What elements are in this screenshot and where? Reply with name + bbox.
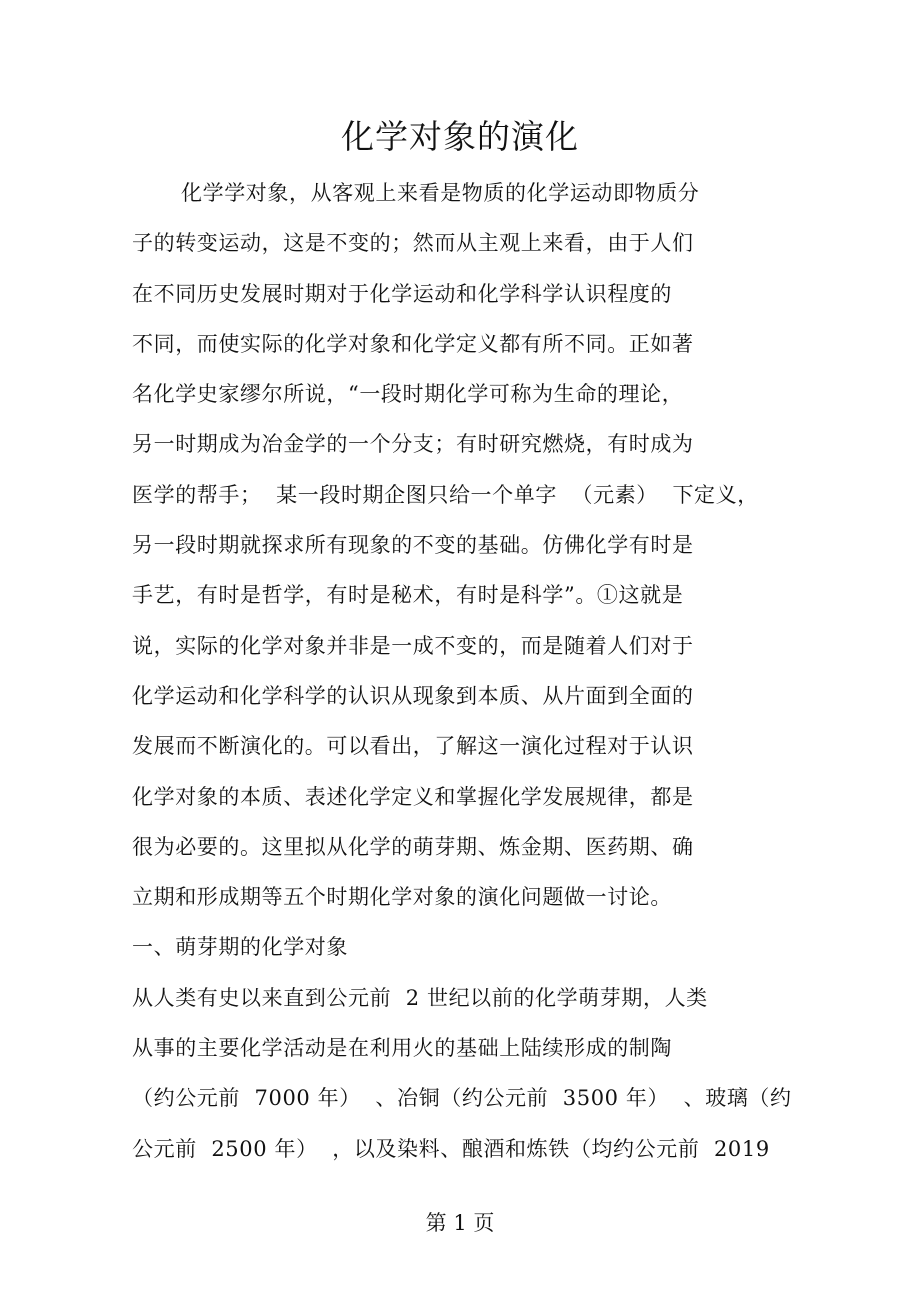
paragraph-line: 另一段时期就探求所有现象的不变的基础。仿佛化学有时是 — [132, 533, 694, 558]
paragraph-line: 手艺，有时是哲学，有时是秘术，有时是科学”。①这就是 — [132, 583, 684, 608]
paragraph-line: 公元前 2500 年） ，以及染料、酿酒和炼铁（均约公元前 2019 — [132, 1136, 770, 1161]
paragraph-line: 另一时期成为冶金学的一个分支；有时研究燃烧，有时成为 — [132, 432, 694, 457]
paragraph-line: 很为必要的。这里拟从化学的萌芽期、炼金期、医药期、确 — [132, 834, 694, 859]
paragraph-line: 子的转变运动，这是不变的；然而从主观上来看，由于人们 — [132, 231, 694, 256]
paragraph-line: （约公元前 7000 年） 、冶铜（约公元前 3500 年） 、玻璃（约 — [132, 1086, 792, 1111]
section-heading: 一、萌芽期的化学对象 — [132, 935, 348, 960]
paragraph-line: 不同，而使实际的化学对象和化学定义都有所不同。正如著 — [132, 331, 694, 356]
paragraph-line: 医学的帮手； 某一段时期企图只给一个单字 （元素） 下定义， — [132, 482, 759, 507]
paragraph-line: 说，实际的化学对象并非是一成不变的，而是随着人们对于 — [132, 633, 694, 658]
paragraph-line: 化学学对象，从客观上来看是物质的化学运动即物质分 — [181, 181, 700, 205]
paragraph-line: 从事的主要化学活动是在利用火的基础上陆续形成的制陶 — [132, 1036, 672, 1061]
paragraph-line: 从人类有史以来直到公元前 2 世纪以前的化学萌芽期，人类 — [132, 985, 708, 1010]
page-number: 第 1 页 — [425, 1211, 495, 1235]
paragraph-line: 发展而不断演化的。可以看出，了解这一演化过程对于认识 — [132, 734, 694, 759]
document-title: 化学对象的演化 — [341, 117, 579, 156]
paragraph-line: 化学对象的本质、表述化学定义和掌握化学发展规律，都是 — [132, 784, 694, 809]
body-text — [132, 168, 792, 1174]
paragraph-line: 立期和形成期等五个时期化学对象的演化问题做一讨论。 — [132, 885, 672, 910]
paragraph-line: 名化学史家缪尔所说，“一段时期化学可称为生命的理论， — [132, 382, 684, 407]
paragraph-line: 在不同历史发展时期对于化学运动和化学科学认识程度的 — [132, 281, 672, 306]
paragraph-line: 化学运动和化学科学的认识从现象到本质、从片面到全面的 — [132, 683, 694, 708]
